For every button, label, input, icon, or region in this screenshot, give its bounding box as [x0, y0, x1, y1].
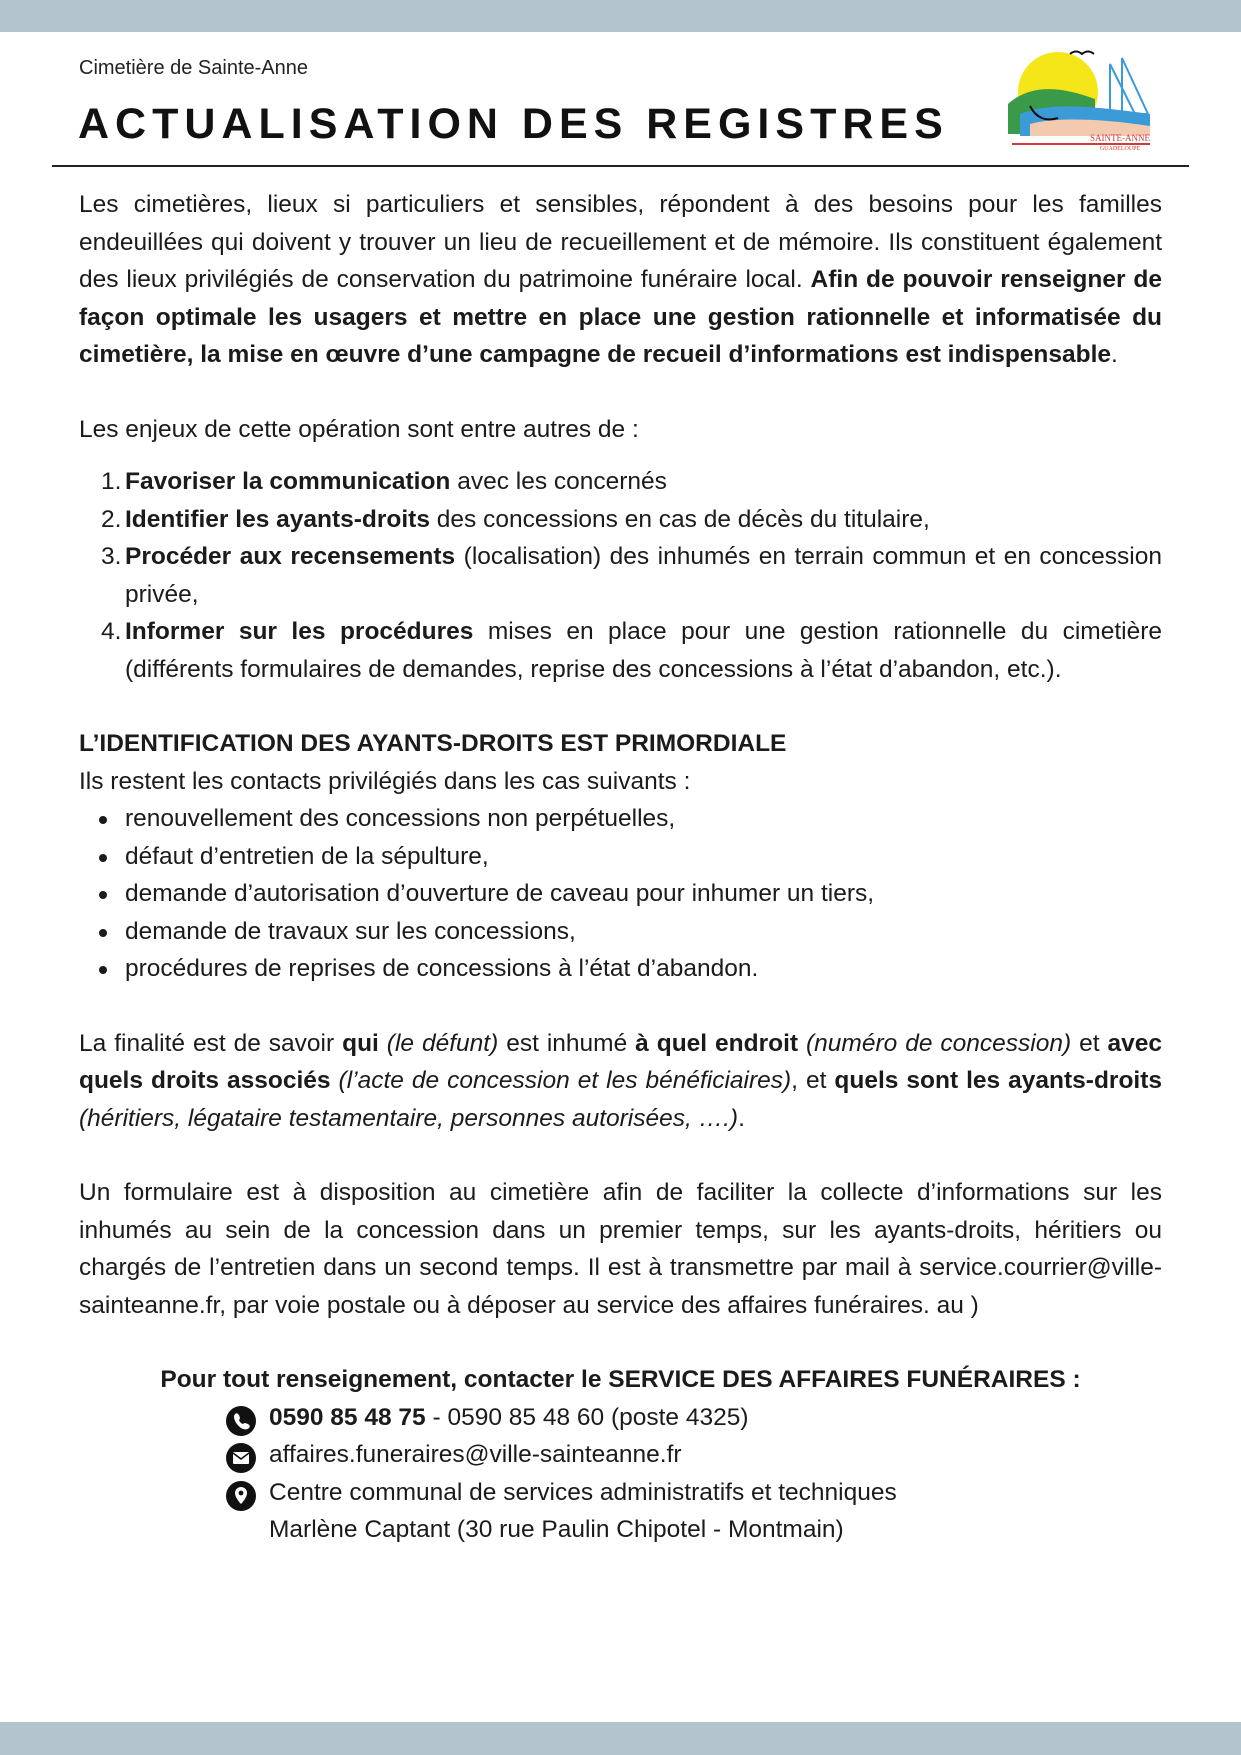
list-item: défaut d’entretien de la sépulture, [79, 838, 1162, 876]
list-item: 3. Procéder aux recensements (localisation) des inhumés en terrain commun et en concession privée, [101, 543, 1162, 608]
enjeux-intro: Les enjeux de cette opération sont entre autres de : [79, 415, 639, 443]
phone-icon [225, 1405, 257, 1437]
finalite-paragraph: La finalité est de savoir qui (le défunt) est inhumé à quel endroit (numéro de concession) et avec quels droits associés (l’acte de concession et les bénéficiaires), et quels sont les ayants-droits (héritiers, légataire testamentaire, personnes autorisées, ….). [79, 1029, 1162, 1132]
list-item: 1. Favoriser la communication avec les concernés [101, 468, 667, 495]
cases-list [79, 800, 1162, 988]
contact-address: Centre communal de services administratifs et techniques Marlène Captant (30 rue Paulin Chipotel - Montmain) [225, 1474, 1162, 1549]
formulaire-paragraph: Un formulaire est à disposition au cimetière afin de faciliter la collecte d’informations sur les inhumés au sein de la concession dans un premier temps, sur les ayants-droits, héritiers ou chargés de l’entretien dans un second temps. Il est à transmettre par mail à service.courrier@ville-sainteanne.fr, par voie postale ou à déposer au service des affaires funéraires. au ) [79, 1179, 1162, 1319]
mail-icon [225, 1442, 257, 1474]
header-kicker: Cimetière de Sainte-Anne [79, 57, 309, 79]
contact-email: affaires.funeraires@ville-sainteanne.fr [225, 1436, 1162, 1474]
contact-list [225, 1399, 1162, 1549]
svg-text:GUADELOUPE: GUADELOUPE [1099, 146, 1141, 152]
list-item: 2. Identifier les ayants-droits des concessions en cas de décès du titulaire, [101, 505, 930, 533]
header-rule [52, 165, 1189, 167]
page-title: ACTUALISATION DES REGISTRES [78, 100, 949, 148]
contact-heading: Pour tout renseignement, contacter le SERVICE DES AFFAIRES FUNÉRAIRES : [160, 1366, 1081, 1393]
bottom-band [0, 1722, 1241, 1755]
location-pin-icon [225, 1480, 257, 1512]
list-item: procédures de reprises de concessions à l’état d’abandon. [79, 950, 1162, 988]
identification-intro: Ils restent les contacts privilégiés dans les cas suivants : [79, 767, 691, 795]
list-item: demande de travaux sur les concessions, [79, 913, 1162, 951]
section-title-identification: L’IDENTIFICATION DES AYANTS-DROITS EST PRIMORDIALE [79, 730, 787, 757]
contact-phone: 0590 85 48 75 - 0590 85 48 60 (poste 4325) [225, 1399, 1162, 1437]
list-item: 4. Informer sur les procédures mises en place pour une gestion rationnelle du cimetière (différents formulaires de demandes, reprise des concessions à l’état d’abandon, etc.). [101, 618, 1163, 683]
svg-text:SAINTE-ANNE: SAINTE-ANNE [1090, 133, 1150, 143]
enjeux-list [79, 463, 1162, 688]
document-body [79, 186, 1162, 1549]
list-item: demande d’autorisation d’ouverture de caveau pour inhumer un tiers, [79, 875, 1162, 913]
intro-paragraph: Les cimetières, lieux si particuliers et sensibles, répondent à des besoins pour les familles endeuillées qui doivent y trouver un lieu de recueillement et de mémoire. Ils constituent également des lieux privilégiés de conservation du patrimoine funéraire local. Afin de pouvoir renseigner de façon optimale les usagers et mettre en place une gestion rationnelle et informatisée du cimetière, la mise en œuvre d’une campagne de recueil d’informations est indispensable. [79, 191, 1163, 368]
list-item: renouvellement des concessions non perpétuelles, [79, 800, 1162, 838]
top-band [0, 0, 1241, 32]
sainte-anne-logo [1000, 44, 1160, 152]
